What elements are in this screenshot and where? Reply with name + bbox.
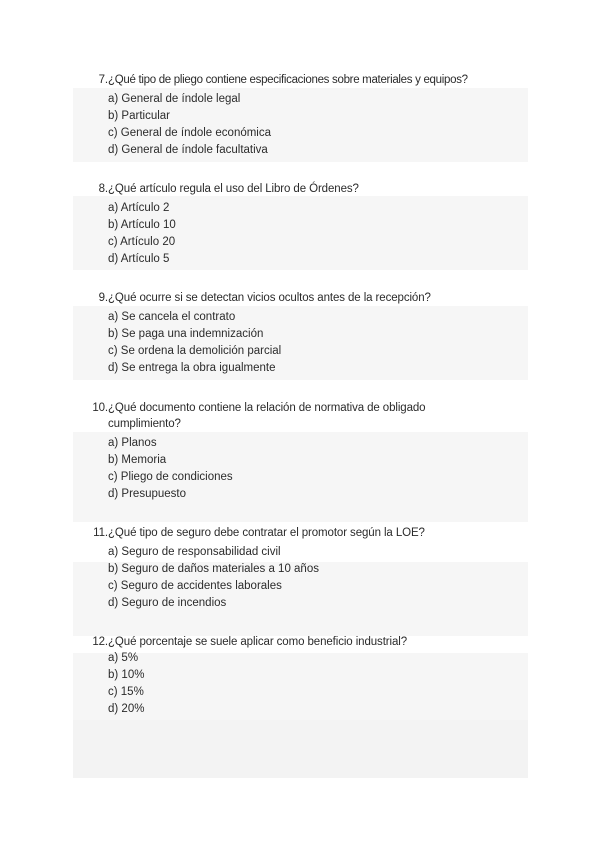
question-12 — [73, 634, 528, 718]
option-a: a) Seguro de responsabilidad civil — [108, 546, 281, 558]
option-b: b) Particular — [108, 110, 170, 122]
option-d: d) Seguro de incendios — [108, 597, 227, 609]
option-list — [108, 435, 528, 503]
option-b: b) Seguro de daños materiales a 10 años — [108, 563, 319, 575]
option-a: a) General de índole legal — [108, 93, 241, 105]
option-c: c) 15% — [108, 686, 144, 698]
question-text: ¿Qué documento contiene la relación de normativa de obligado cumplimiento? — [108, 402, 426, 430]
question-text: ¿Qué tipo de pliego contiene especificaciones sobre materiales y equipos? — [108, 74, 468, 86]
option-b: b) 10% — [108, 669, 145, 681]
option-c: c) Pliego de condiciones — [108, 471, 233, 483]
question-8 — [73, 181, 528, 268]
option-d: d) Artículo 5 — [108, 253, 170, 265]
option-a: a) Planos — [108, 437, 157, 449]
question-number: 12. — [92, 636, 108, 648]
option-list — [108, 200, 528, 268]
option-a: a) Artículo 2 — [108, 202, 170, 214]
option-list — [108, 650, 528, 718]
option-list — [108, 544, 528, 612]
option-b: b) Se paga una indemnización — [108, 328, 264, 340]
document-page — [73, 68, 528, 778]
option-d: d) 20% — [108, 703, 145, 715]
option-b: b) Memoria — [108, 454, 167, 466]
question-text: ¿Qué ocurre si se detectan vicios ocultos antes de la recepción? — [108, 292, 431, 304]
question-number: 11. — [93, 527, 108, 539]
option-d: d) Se entrega la obra igualmente — [108, 362, 276, 374]
question-7 — [73, 72, 528, 159]
option-c: c) General de índole económica — [108, 127, 272, 139]
option-list — [108, 309, 528, 377]
option-c: c) Artículo 20 — [108, 236, 176, 248]
option-a: a) 5% — [108, 652, 139, 664]
question-text: ¿Qué artículo regula el uso del Libro de Órdenes? — [108, 183, 359, 195]
option-b: b) Artículo 10 — [108, 219, 176, 231]
question-9 — [73, 290, 528, 377]
question-11 — [73, 525, 528, 612]
question-10 — [73, 400, 528, 503]
question-text: ¿Qué porcentaje se suele aplicar como beneficio industrial? — [108, 636, 408, 648]
question-number: 9. — [98, 292, 108, 304]
question-number: 10. — [92, 402, 108, 414]
option-d: d) General de índole facultativa — [108, 144, 268, 156]
option-c: c) Seguro de accidentes laborales — [108, 580, 282, 592]
option-d: d) Presupuesto — [108, 488, 186, 500]
option-list — [108, 91, 528, 159]
question-number: 7. — [98, 74, 108, 86]
page-footer-area — [73, 720, 528, 778]
option-a: a) Se cancela el contrato — [108, 311, 236, 323]
option-c: c) Se ordena la demolición parcial — [108, 345, 282, 357]
question-number: 8. — [98, 183, 108, 195]
question-text: ¿Qué tipo de seguro debe contratar el promotor según la LOE? — [108, 527, 425, 539]
